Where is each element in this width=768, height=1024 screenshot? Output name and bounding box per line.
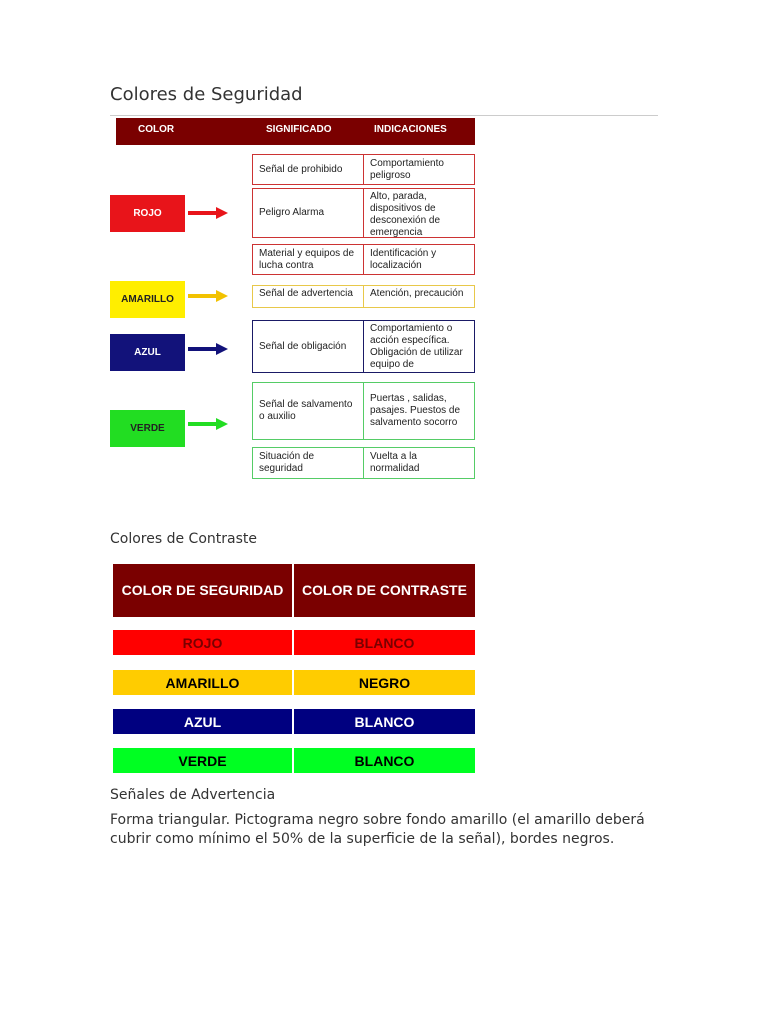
significado-cell: Señal de salvamento o auxilio bbox=[253, 383, 364, 439]
arrow-icon bbox=[188, 418, 228, 430]
page-title: Colores de Seguridad bbox=[110, 84, 303, 105]
contrast-cell-contraste: BLANCO bbox=[294, 748, 475, 773]
color-label: VERDE bbox=[130, 423, 165, 434]
arrow-icon bbox=[188, 290, 228, 302]
contrast-cell-contraste: BLANCO bbox=[294, 630, 475, 655]
color-label: AZUL bbox=[134, 347, 161, 358]
safety-row bbox=[252, 154, 475, 185]
color-box-rojo bbox=[110, 195, 185, 232]
indicaciones-cell: Alto, parada, dispositivos de desconexión de emergencia bbox=[370, 191, 441, 237]
header-indicaciones: INDICACIONES bbox=[374, 124, 447, 135]
indicaciones-cell: Puertas , salidas, pasajes. Puestos de salvamento socorro bbox=[370, 393, 461, 428]
contrast-cell-seguridad: VERDE bbox=[113, 748, 292, 773]
header-significado: SIGNIFICADO bbox=[266, 124, 332, 135]
color-label: AMARILLO bbox=[121, 294, 174, 305]
color-box-verde bbox=[110, 410, 185, 447]
warning-paragraph: Forma triangular. Pictograma negro sobre fondo amarillo (el amarillo deberá cubrir como mínimo el 50% de la superficie de la señal), bordes negros. bbox=[110, 812, 645, 847]
significado-cell: Material y equipos de lucha contra bbox=[253, 245, 364, 274]
safety-row bbox=[252, 188, 475, 238]
arrow-icon bbox=[188, 343, 228, 355]
arrow-icon bbox=[188, 207, 228, 219]
safety-row bbox=[252, 382, 475, 440]
title-divider bbox=[110, 115, 658, 116]
safety-row bbox=[252, 285, 475, 308]
significado-cell: Situación de seguridad bbox=[253, 448, 364, 478]
significado-cell: Peligro Alarma bbox=[253, 189, 364, 237]
indicaciones-cell: Comportamiento peligroso bbox=[370, 157, 444, 181]
contrast-header-contraste: COLOR DE CONTRASTE bbox=[294, 564, 475, 617]
contrast-header-seguridad: COLOR DE SEGURIDAD bbox=[113, 564, 292, 617]
indicaciones-cell: Atención, precaución bbox=[370, 288, 464, 299]
color-box-azul bbox=[110, 334, 185, 371]
significado-cell: Señal de advertencia bbox=[253, 286, 364, 307]
contrast-cell-contraste: NEGRO bbox=[294, 670, 475, 695]
color-box-amarillo bbox=[110, 281, 185, 318]
indicaciones-cell: Identificación y localización bbox=[370, 247, 437, 271]
contrast-heading: Colores de Contraste bbox=[110, 531, 257, 547]
safety-row bbox=[252, 320, 475, 373]
header-color: COLOR bbox=[138, 124, 175, 135]
significado-cell: Señal de obligación bbox=[253, 321, 364, 372]
significado-cell: Señal de prohibido bbox=[253, 155, 364, 184]
indicaciones-cell: Comportamiento o acción específica. Obligación de utilizar equipo de bbox=[370, 323, 463, 370]
contrast-cell-contraste: BLANCO bbox=[294, 709, 475, 734]
safety-table-header bbox=[116, 118, 475, 145]
contrast-cell-seguridad: ROJO bbox=[113, 630, 292, 655]
safety-row bbox=[252, 447, 475, 479]
contrast-cell-seguridad: AZUL bbox=[113, 709, 292, 734]
contrast-cell-seguridad: AMARILLO bbox=[113, 670, 292, 695]
indicaciones-cell: Vuelta a la normalidad bbox=[370, 451, 420, 474]
warning-heading: Señales de Advertencia bbox=[110, 787, 276, 803]
safety-row bbox=[252, 244, 475, 275]
color-label: ROJO bbox=[133, 208, 162, 219]
safety-colors-figure bbox=[110, 118, 480, 480]
